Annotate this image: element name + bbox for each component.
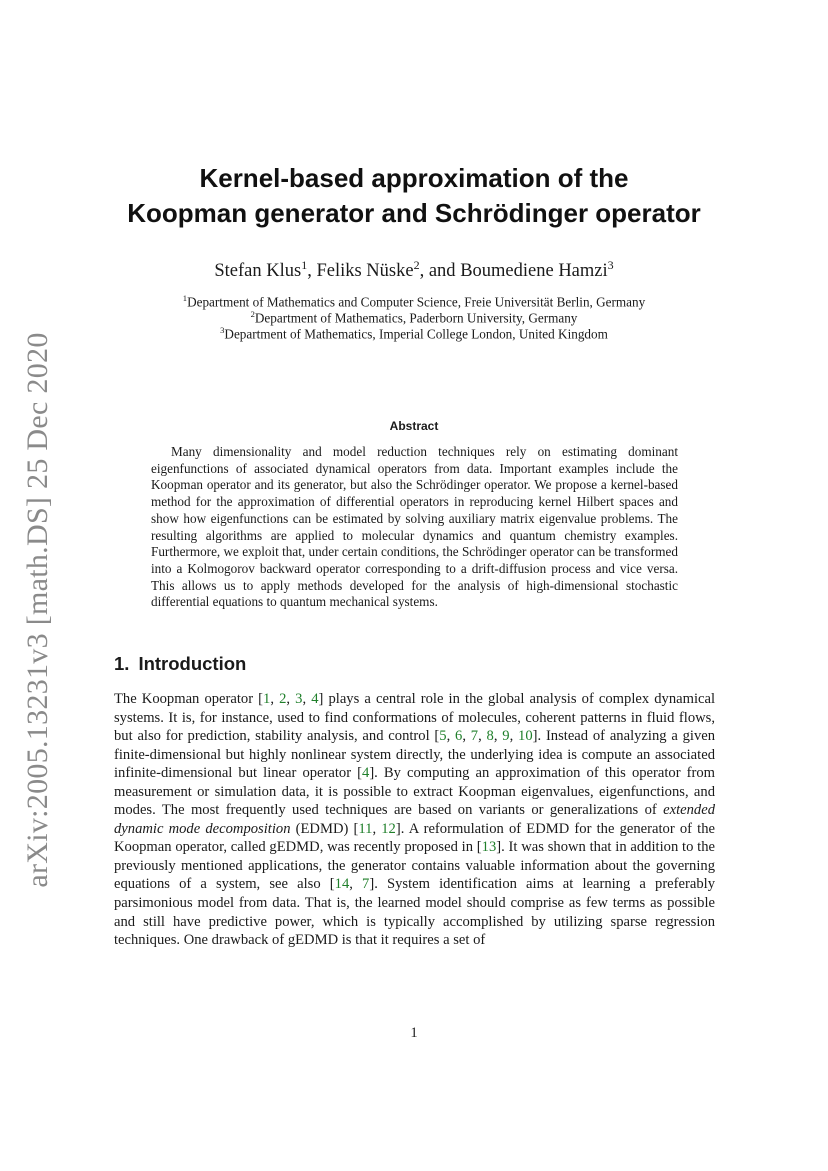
body-text: ]. By computing an approximation of this operator from measurement or simulation data, it is possible to extract Koopman eigenvalues, eigenfunctions, and modes. The most frequently used techniques are based on variants or generalizations of [114, 765, 716, 819]
citation-link[interactable]: 1 [263, 691, 271, 707]
author-name: Stefan Klus [214, 261, 302, 282]
section-title: Introduction [138, 653, 247, 674]
citation-link[interactable]: 9 [502, 728, 510, 745]
citation-link[interactable]: 5 [439, 728, 447, 745]
affiliation-mark: 2 [250, 309, 255, 319]
citation-separator: , [286, 691, 296, 707]
author-affiliation-mark: 3 [607, 258, 614, 272]
arxiv-identifier-stamp: arXiv:2005.13231v3 [math.DS] 25 Dec 2020 [21, 332, 54, 888]
affiliation-mark: 3 [220, 325, 225, 335]
citation-separator: , [493, 728, 503, 745]
citation-link[interactable]: 13 [481, 839, 497, 856]
citation-link[interactable]: 11 [358, 820, 373, 837]
citation-link[interactable]: 8 [486, 728, 494, 745]
abstract-heading: Abstract [389, 419, 439, 433]
body-text: ]. Instead of analyzing a given finite-dimensional but highly nonlinear system directly, the underlying idea is compute an associated infinite-dimensional but linear operator [ [114, 728, 716, 782]
body-text: (EDMD) [ [290, 820, 359, 837]
citation-separator: , [446, 728, 456, 745]
citation-link[interactable]: 2 [279, 691, 287, 707]
citation-separator: , [349, 876, 363, 893]
citation-separator: , [302, 691, 312, 707]
citation-separator: , [509, 728, 519, 745]
citation-link[interactable]: 4 [362, 765, 370, 782]
author-name: Feliks Nüske [316, 261, 414, 282]
citation-link[interactable]: 6 [455, 728, 463, 745]
body-text: ]. A reformulation of EDMD for the generator of the Koopman operator, called gEDMD, was recently proposed in [ [114, 820, 715, 856]
citation-link[interactable]: 12 [381, 820, 396, 837]
citation-link[interactable]: 7 [362, 876, 370, 893]
section-heading-introduction [114, 652, 246, 676]
citation-separator: , [462, 728, 471, 745]
paper-title-line-2: Koopman generator and Schrödinger operator [127, 198, 701, 228]
citation-link[interactable]: 7 [470, 728, 479, 745]
author-affiliation-mark: 1 [301, 258, 308, 272]
citation-link[interactable]: 14 [334, 876, 350, 893]
page-number: 1 [410, 1025, 418, 1041]
citation-link[interactable]: 10 [518, 728, 533, 745]
citation-link[interactable]: 4 [311, 691, 319, 707]
emphasized-term: extended dynamic mode decomposition [114, 802, 715, 837]
affiliation-text: Department of Mathematics, Paderborn University, Germany [254, 310, 578, 326]
affiliation-text: Department of Mathematics, Imperial College London, United Kingdom [224, 326, 608, 342]
section-number: 1. [114, 653, 130, 674]
citation-separator: , [270, 691, 280, 707]
citation-separator: , [478, 728, 487, 745]
author-separator: , and [419, 261, 461, 282]
author-name: Boumediene Hamzi [460, 261, 608, 282]
body-text: ]. System identification aims at learning a preferably parsimonious model from data. That is, the learned model should comprise as few terms as possible and still have predictive power, which is typically accomplished by utilizing sparse regression techniques. One drawback of gEDMD is that it requires a set of [114, 876, 715, 949]
abstract-text: Many dimensionality and model reduction techniques rely on estimating dominant eigenfunctions of associated dynamical operators from data. Important examples include the Koopman operator and its generator, but also the Schrödinger operator. We propose a kernel-based method for the approximation of differential operators in reproducing kernel Hilbert spaces and show how eigenfunctions can be estimated by solving auxiliary matrix eigenvalue problems. The resulting algorithms are applied to molecular dynamics and quantum chemistry examples. Furthermore, we exploit that, under certain conditions, the Schrödinger operator can be transformed into a Kolmogorov backward operator corresponding to a drift-diffusion process and vice versa. This allows us to apply methods developed for the analysis of high-dimensional stochastic differential equations to quantum mechanical systems. [151, 444, 678, 610]
body-text: ] plays a central role in the global analysis of complex dynamical systems. It is, for instance, used to find conformations of molecules, coherent patterns in fluid flows, but also for prediction, stability analysis, and control [ [114, 691, 716, 745]
author-affiliation-mark: 2 [413, 258, 420, 272]
author-list [0, 253, 828, 283]
paper-title-line-1: Kernel-based approximation of the [199, 163, 629, 193]
body-text: The Koopman operator [ [114, 691, 264, 707]
author-separator: , [307, 261, 317, 282]
citation-separator: , [372, 820, 382, 837]
affiliation-mark: 1 [182, 293, 188, 303]
affiliation-line [0, 322, 828, 342]
body-text: ]. It was shown that in addition to the previously mentioned applications, the generator contains valuable information about the governing equations of a system, see also [ [114, 839, 715, 893]
affiliation-text: Department of Mathematics and Computer Science, Freie Universität Berlin, Germany [187, 294, 646, 310]
introduction-paragraph [114, 690, 715, 950]
citation-link[interactable]: 3 [295, 691, 303, 707]
